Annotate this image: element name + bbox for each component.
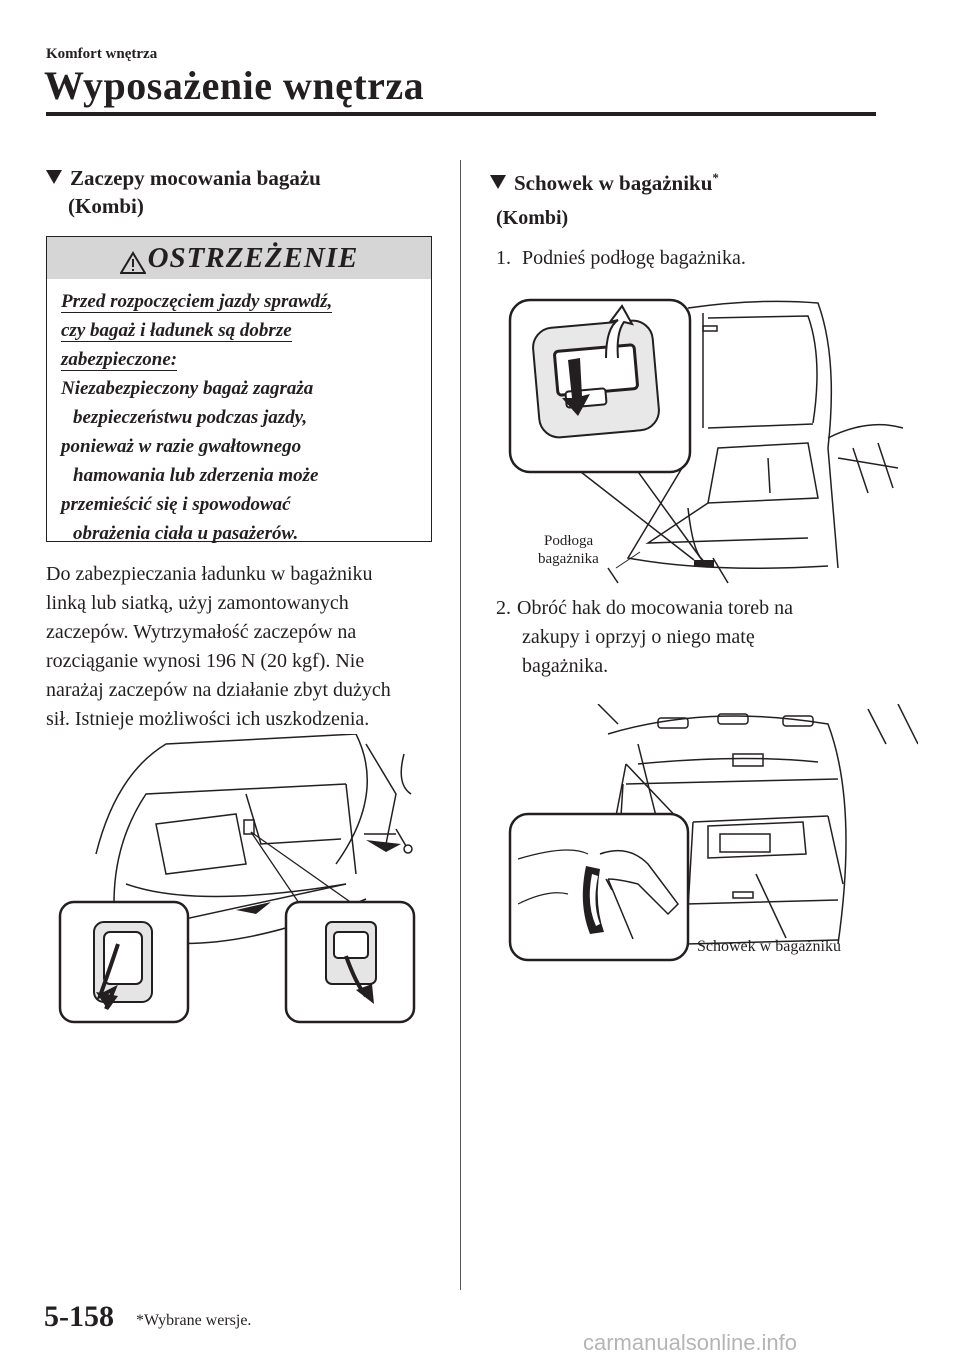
section-heading-storage bbox=[490, 164, 719, 197]
storage-subheading: (Kombi) bbox=[496, 207, 569, 229]
step-number: 1. bbox=[496, 247, 511, 269]
warning-title: OSTRZEŻENIE bbox=[147, 242, 359, 274]
paragraph-line: zaczepów. Wytrzymałość zaczepów na bbox=[46, 621, 357, 643]
step-text-line3: bagażnika. bbox=[522, 655, 609, 677]
heading-line-1: Zaczepy mocowania bagażu bbox=[70, 166, 321, 190]
figure2-label: Schowek w bagażniku bbox=[697, 938, 841, 955]
warning-line: zabezpieczone: bbox=[61, 349, 178, 370]
step-text: Podnieś podłogę bagażnika. bbox=[522, 247, 746, 269]
warning-box bbox=[46, 236, 432, 542]
step-2 bbox=[496, 594, 793, 681]
warning-triangle-icon bbox=[120, 251, 146, 275]
step-number: 2. bbox=[496, 597, 511, 619]
optional-equipment-mark: * bbox=[712, 170, 719, 185]
paragraph-line: linką lub siatką, użyj zamontowanych bbox=[46, 592, 349, 614]
step-text-line1: Obróć hak do mocowania toreb na bbox=[517, 597, 794, 619]
page-number: 5-158 bbox=[44, 1300, 114, 1333]
storage-heading-text: Schowek w bagażniku bbox=[514, 171, 713, 195]
figure1-label-line2: bagażnika bbox=[538, 551, 599, 567]
warning-line: ponieważ w razie gwałtownego bbox=[61, 436, 302, 457]
paragraph-line: rozciąganie wynosi 196 N (20 kgf). Nie bbox=[46, 650, 365, 672]
warning-line: obrażenia ciała u pasażerów. bbox=[73, 523, 299, 544]
step-text-line2: zakupy i oprzyj o niego matę bbox=[522, 626, 755, 648]
title-rule bbox=[46, 112, 876, 116]
warning-line: Przed rozpoczęciem jazdy sprawdź, bbox=[61, 291, 333, 312]
step-1 bbox=[496, 244, 746, 273]
luggage-hooks-illustration bbox=[56, 734, 424, 1026]
watermark: carmanualsonline.info bbox=[583, 1330, 798, 1355]
warning-header bbox=[47, 237, 431, 279]
triangle-bullet-icon bbox=[490, 175, 506, 189]
hooks-paragraph bbox=[46, 560, 446, 734]
warning-body bbox=[61, 287, 421, 548]
paragraph-line: sił. Istnieje możliwości ich uszkodzenia. bbox=[46, 708, 370, 730]
figure1-label-line1: Podłoga bbox=[544, 533, 594, 549]
section-heading-luggage-hooks bbox=[46, 164, 321, 220]
heading-line-2: (Kombi) bbox=[68, 194, 144, 218]
warning-line: hamowania lub zderzenia może bbox=[73, 465, 319, 486]
paragraph-line: narażaj zaczepów na działanie zbyt dużych bbox=[46, 679, 391, 701]
column-divider bbox=[460, 160, 461, 1290]
page-title: Wyposażenie wnętrza bbox=[44, 63, 425, 108]
warning-line: czy bagaż i ładunek są dobrze bbox=[61, 320, 292, 341]
triangle-bullet-icon bbox=[46, 170, 62, 184]
paragraph-line: Do zabezpieczania ładunku w bagażniku bbox=[46, 563, 373, 585]
warning-line: przemieścić się i spowodować bbox=[61, 494, 291, 515]
warning-line: bezpieczeństwu podczas jazdy, bbox=[73, 407, 308, 428]
footnote: *Wybrane wersje. bbox=[136, 1312, 252, 1329]
warning-line: Niezabezpieczony bagaż zagraża bbox=[61, 378, 314, 399]
section-label: Komfort wnętrza bbox=[46, 46, 158, 62]
trunk-storage-illustration bbox=[508, 704, 918, 966]
figure1-label bbox=[538, 532, 599, 568]
